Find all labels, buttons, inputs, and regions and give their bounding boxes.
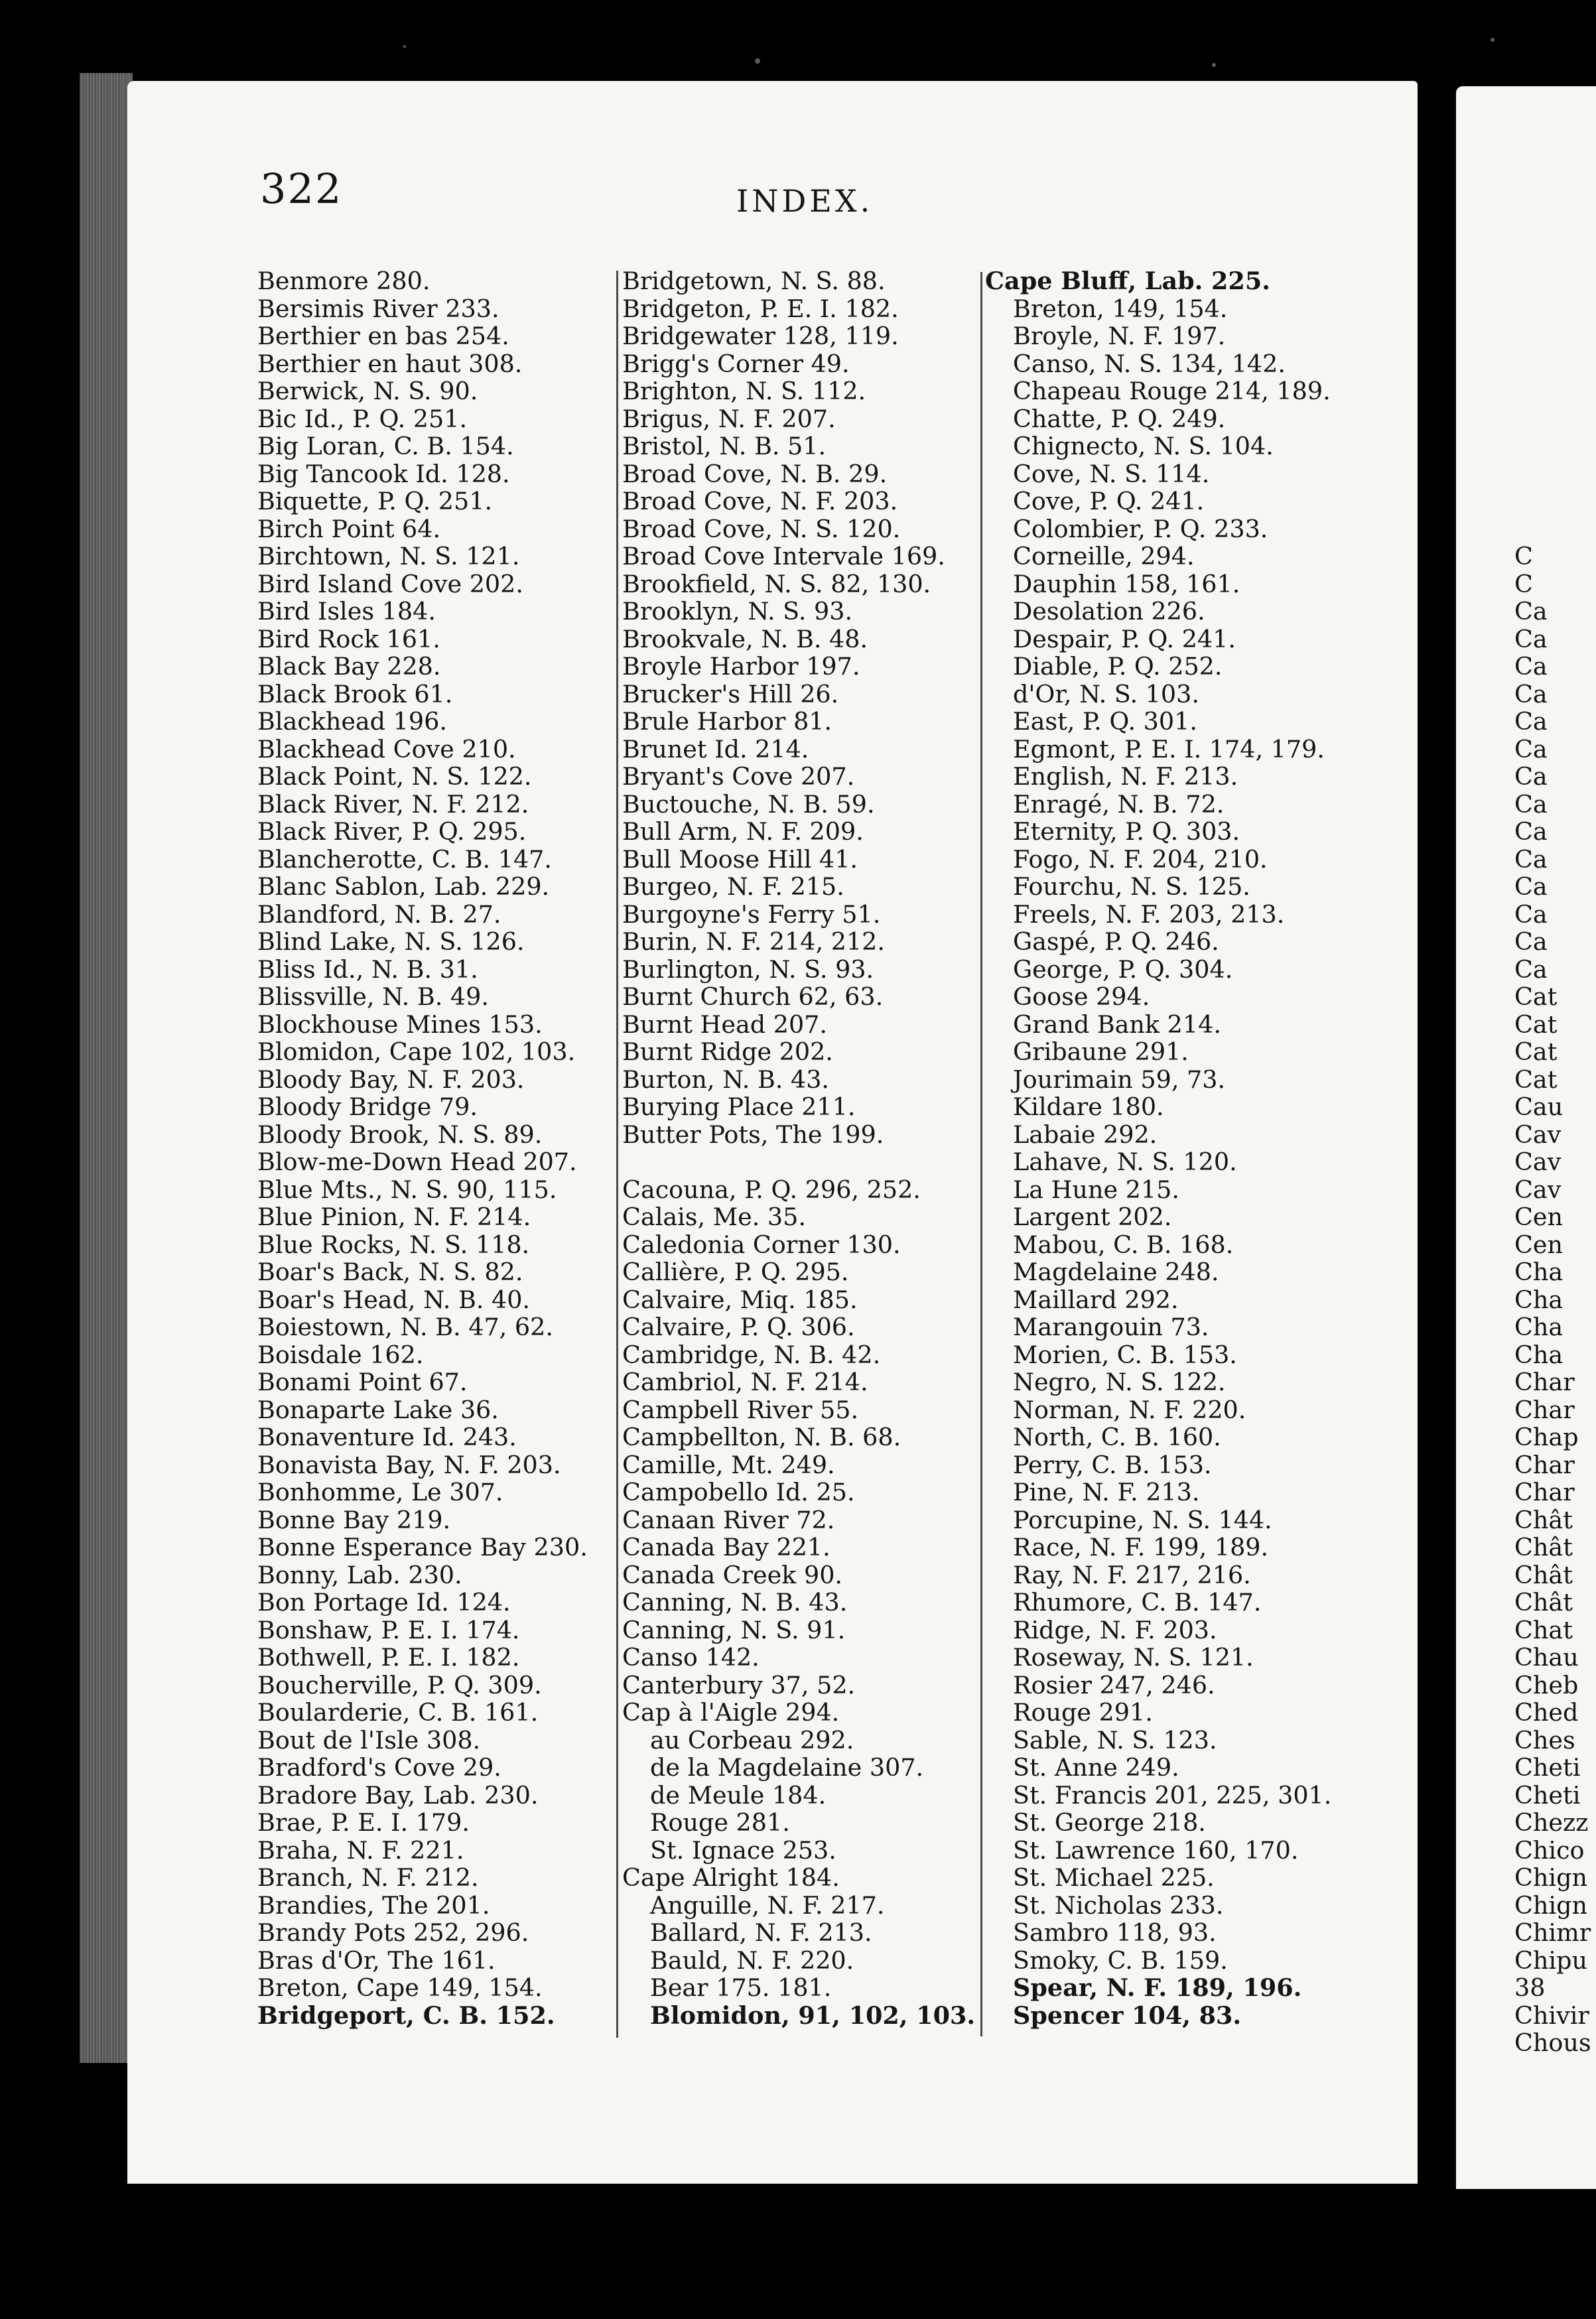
index-entry: George, P. Q. 304.	[1013, 955, 1233, 984]
index-entry: Bristol, N. B. 51.	[622, 432, 827, 460]
index-entry: Bonny, Lab. 230.	[257, 1560, 462, 1589]
index-entry: Corneille, 294.	[1013, 542, 1195, 570]
facing-page-fragment: C	[1514, 542, 1533, 570]
index-entry: Fourchu, N. S. 125.	[1013, 872, 1250, 901]
index-entry: Smoky, C. B. 159.	[1013, 1946, 1228, 1975]
index-entry: Freels, N. F. 203, 213.	[1013, 899, 1285, 929]
index-entry: Campobello Id. 25.	[622, 1478, 855, 1506]
facing-page-fragment: Chap	[1514, 1423, 1579, 1451]
index-entry: Campbellton, N. B. 68.	[622, 1423, 901, 1451]
index-entry: Broad Cove Intervale 169.	[622, 542, 945, 570]
index-column-2	[617, 267, 975, 2029]
index-entry: Bonaventure Id. 243.	[257, 1423, 517, 1451]
index-entry: Bridgeton, P. E. I. 182.	[622, 294, 899, 323]
facing-page-fragment: Cen	[1514, 1203, 1563, 1231]
index-entry: Burton, N. B. 43.	[622, 1065, 830, 1094]
index-entry: Brookfield, N. S. 82, 130.	[622, 569, 931, 598]
index-entry: Brae, P. E. I. 179.	[257, 1808, 470, 1837]
page-number: 322	[260, 165, 343, 213]
index-entry: Enragé, N. B. 72.	[1013, 789, 1225, 819]
index-entry: Boucherville, P. Q. 309.	[257, 1670, 542, 1699]
facing-page-fragment: Chât	[1514, 1505, 1573, 1534]
index-entry: Brunet Id. 214.	[622, 734, 809, 763]
index-entry: Callière, P. Q. 295.	[622, 1258, 849, 1286]
index-entry: Bull Arm, N. F. 209.	[622, 817, 864, 846]
index-entry: Porcupine, N. S. 144.	[1013, 1505, 1272, 1534]
facing-page-fragment: Cav	[1514, 1148, 1562, 1176]
facing-page-fragment: Ca	[1514, 872, 1548, 901]
index-entry: Burin, N. F. 214, 212.	[622, 927, 885, 956]
index-entry: Brandies, The 201.	[257, 1890, 490, 1920]
index-entry: Rouge 291.	[1013, 1698, 1153, 1727]
facing-page-fragment: Cav	[1514, 1120, 1562, 1149]
index-entry: Calvaire, P. Q. 306.	[622, 1313, 855, 1341]
facing-page-fragment: Chico	[1514, 1835, 1585, 1865]
index-entry: Bonne Bay 219.	[257, 1505, 451, 1534]
index-entry: Burnt Church 62, 63.	[622, 982, 884, 1011]
index-entry: Rosier 247, 246.	[1013, 1670, 1215, 1699]
facing-page-fragment: Chât	[1514, 1588, 1573, 1617]
index-entry: Labaie 292.	[1013, 1120, 1158, 1149]
index-entry: Rhumore, C. B. 147.	[1013, 1588, 1262, 1617]
facing-page-fragment: Cha	[1514, 1258, 1563, 1286]
facing-page-fragment: Cheti	[1514, 1780, 1581, 1810]
index-entry: Canso 142.	[622, 1643, 760, 1672]
index-entry: Largent 202.	[1013, 1203, 1172, 1231]
index-entry: Black Bay 228.	[257, 652, 441, 681]
facing-page-fragment: Ca	[1514, 817, 1548, 846]
index-entry: Berwick, N. S. 90.	[257, 377, 478, 405]
index-entry: Cove, P. Q. 241.	[1013, 487, 1205, 515]
index-entry: Blockhouse Mines 153.	[257, 1010, 543, 1039]
index-entry: Desolation 226.	[1013, 597, 1205, 626]
index-entry: Goose 294.	[1013, 982, 1150, 1011]
index-entry: Ballard, N. F. 213.	[650, 1918, 872, 1947]
facing-page-fragment: Ca	[1514, 707, 1548, 736]
facing-page-fragment: Ca	[1514, 899, 1548, 929]
index-entry: Brucker's Hill 26.	[622, 679, 839, 708]
index-entry: Norman, N. F. 220.	[1013, 1395, 1246, 1424]
index-entry: St. George 218.	[1013, 1808, 1206, 1837]
facing-page-fragment: Chipu	[1514, 1946, 1587, 1975]
index-entry: Blackhead 196.	[257, 707, 447, 736]
index-entry: Blomidon, Cape 102, 103.	[257, 1037, 576, 1066]
index-entry: Chatte, P. Q. 249.	[1013, 404, 1226, 433]
facing-page-fragment: Cat	[1514, 1065, 1558, 1094]
index-entry: Bras d'Or, The 161.	[257, 1946, 496, 1975]
index-entry: Lahave, N. S. 120.	[1013, 1148, 1237, 1176]
index-entry: Bloody Bridge 79.	[257, 1093, 478, 1121]
index-entry: Bloody Brook, N. S. 89.	[257, 1120, 543, 1149]
facing-page-fragment: Ca	[1514, 624, 1548, 653]
index-entry: Brigg's Corner 49.	[622, 349, 850, 378]
facing-page-fragment: Cen	[1514, 1230, 1563, 1259]
index-entry: Ray, N. F. 217, 216.	[1013, 1560, 1251, 1589]
index-entry: Canada Creek 90.	[622, 1560, 843, 1589]
index-entry: Breton, Cape 149, 154.	[257, 1973, 543, 2002]
index-entry: Fogo, N. F. 204, 210.	[1013, 844, 1268, 874]
facing-page-fragment: Char	[1514, 1450, 1575, 1479]
index-entry: East, P. Q. 301.	[1013, 707, 1197, 736]
index-entry: Bonami Point 67.	[257, 1368, 468, 1396]
facing-page-fragment: Ca	[1514, 955, 1548, 984]
index-entry: Jourimain 59, 73.	[1013, 1065, 1226, 1094]
index-entry: Ridge, N. F. 203.	[1013, 1615, 1217, 1644]
index-entry: Eternity, P. Q. 303.	[1013, 817, 1240, 846]
index-entry: Berthier en haut 308.	[257, 349, 523, 378]
index-entry: Bic Id., P. Q. 251.	[257, 404, 468, 433]
facing-page-fragment: Chezz	[1514, 1808, 1589, 1837]
facing-page-fragment: Ca	[1514, 597, 1548, 626]
index-entry: Canning, N. B. 43.	[622, 1588, 848, 1617]
index-entry: Butter Pots, The 199.	[622, 1120, 884, 1149]
index-entry: Brandy Pots 252, 296.	[257, 1918, 529, 1947]
facing-page-fragment: C	[1514, 569, 1533, 598]
facing-page-fragment: Chivir	[1514, 2001, 1589, 2030]
facing-page-fragment: Cat	[1514, 982, 1558, 1011]
index-entry: Bear 175. 181.	[650, 1973, 832, 2002]
index-column-1	[257, 267, 588, 2029]
index-entry: English, N. F. 213.	[1013, 762, 1238, 791]
facing-page-fragment: Cheti	[1514, 1753, 1581, 1782]
index-entry: Rouge 281.	[650, 1808, 790, 1837]
index-entry: Bothwell, P. E. I. 182.	[257, 1643, 520, 1672]
index-entry: Boisdale 162.	[257, 1340, 424, 1369]
index-entry: St. Nicholas 233.	[1013, 1890, 1224, 1920]
facing-page-fragment: Char	[1514, 1368, 1575, 1396]
index-entry: Birchtown, N. S. 121.	[257, 542, 520, 570]
index-entry: Brighton, N. S. 112.	[622, 377, 866, 405]
facing-page-fragment: Ca	[1514, 652, 1548, 681]
index-entry: Blue Mts., N. S. 90, 115.	[257, 1175, 557, 1204]
facing-page-fragment: Chat	[1514, 1615, 1573, 1644]
index-entry: Burgoyne's Ferry 51.	[622, 899, 881, 929]
index-entry: Bon Portage Id. 124.	[257, 1588, 511, 1617]
index-entry: Marangouin 73.	[1013, 1313, 1209, 1341]
index-entry: Chapeau Rouge 214, 189.	[1013, 377, 1331, 405]
index-entry: Burlington, N. S. 93.	[622, 955, 874, 984]
index-entry: Brigus, N. F. 207.	[622, 404, 836, 433]
facing-page-fragment: Chau	[1514, 1643, 1579, 1672]
index-entry: Roseway, N. S. 121.	[1013, 1643, 1254, 1672]
index-entry: Birch Point 64.	[257, 514, 441, 543]
index-entry: Bliss Id., N. B. 31.	[257, 955, 478, 984]
index-entry: Brookvale, N. B. 48.	[622, 624, 868, 653]
index-entry: Bird Island Cove 202.	[257, 569, 523, 598]
index-entry: Sable, N. S. 123.	[1013, 1725, 1217, 1755]
index-entry: Bonne Esperance Bay 230.	[257, 1533, 588, 1561]
index-entry: Spear, N. F. 189, 196.	[1013, 1973, 1302, 2002]
index-entry: de la Magdelaine 307.	[650, 1753, 924, 1782]
facing-page-fragment: Cau	[1514, 1093, 1563, 1121]
index-section-gap	[622, 1148, 975, 1176]
index-entry: Bridgewater 128, 119.	[622, 322, 899, 350]
index-entry: Braha, N. F. 221.	[257, 1835, 464, 1865]
index-entry: Bryant's Cove 207.	[622, 762, 855, 791]
index-entry: Brule Harbor 81.	[622, 707, 832, 736]
index-entry: Anguille, N. F. 217.	[650, 1890, 885, 1920]
index-entry: Canning, N. S. 91.	[622, 1615, 846, 1644]
index-entry: Sambro 118, 93.	[1013, 1918, 1217, 1947]
index-entry: Blind Lake, N. S. 126.	[257, 927, 525, 956]
index-entry: Race, N. F. 199, 189.	[1013, 1533, 1269, 1561]
index-entry: au Corbeau 292.	[650, 1725, 854, 1755]
index-entry: Gaspé, P. Q. 246.	[1013, 927, 1219, 956]
index-entry: Calais, Me. 35.	[622, 1203, 806, 1231]
index-entry: Buctouche, N. B. 59.	[622, 789, 875, 819]
facing-page-fragment: Chous	[1514, 2028, 1591, 2057]
facing-page-fragment: Ca	[1514, 734, 1548, 763]
index-entry: Magdelaine 248.	[1013, 1258, 1219, 1286]
index-entry: Canso, N. S. 134, 142.	[1013, 349, 1286, 378]
index-entry: Berthier en bas 254.	[257, 322, 509, 350]
index-entry: Big Tancook Id. 128.	[257, 459, 510, 488]
index-entry: Brooklyn, N. S. 93.	[622, 597, 853, 626]
index-entry: Dauphin 158, 161.	[1013, 569, 1240, 598]
index-entry: Blow-me-Down Head 207.	[257, 1148, 577, 1176]
facing-page-fragment: Chign	[1514, 1863, 1587, 1892]
facing-page-fragment: 38	[1514, 1973, 1546, 2002]
index-entry: Broyle, N. F. 197.	[1013, 322, 1226, 350]
index-entry: St. Lawrence 160, 170.	[1013, 1835, 1299, 1865]
index-entry: Bird Isles 184.	[257, 597, 436, 626]
facing-page-fragment: Ca	[1514, 762, 1548, 791]
index-entry: Broyle Harbor 197.	[622, 652, 860, 681]
index-entry: Blue Rocks, N. S. 118.	[257, 1230, 530, 1259]
facing-page-fragment: Cat	[1514, 1037, 1558, 1066]
index-entry: Bridgetown, N. S. 88.	[622, 267, 886, 295]
index-entry: St. Anne 249.	[1013, 1753, 1179, 1782]
index-entry: Camille, Mt. 249.	[622, 1450, 835, 1479]
facing-page-fragment: Ca	[1514, 927, 1548, 956]
index-entry: St. Michael 225.	[1013, 1863, 1215, 1892]
facing-page-fragment: Char	[1514, 1395, 1575, 1424]
book-gutter	[80, 73, 133, 2063]
index-entry: Diable, P. Q. 252.	[1013, 652, 1223, 681]
index-entry: Bout de l'Isle 308.	[257, 1725, 481, 1755]
facing-page-fragments	[1514, 543, 1591, 2057]
index-entry: Boularderie, C. B. 161.	[257, 1698, 539, 1727]
index-entry: Cap à l'Aigle 294.	[622, 1698, 840, 1727]
index-entry: Campbell River 55.	[622, 1395, 859, 1424]
facing-page-fragment: Cheb	[1514, 1670, 1579, 1699]
index-entry: Bersimis River 233.	[257, 294, 499, 323]
index-entry: Grand Bank 214.	[1013, 1010, 1221, 1039]
index-entry: Black River, N. F. 212.	[257, 789, 529, 819]
index-column-3	[980, 267, 1331, 2029]
index-entry: La Hune 215.	[1013, 1175, 1179, 1204]
index-entry: Mabou, C. B. 168.	[1013, 1230, 1234, 1259]
index-entry: Bloody Bay, N. F. 203.	[257, 1065, 525, 1094]
index-entry: Canaan River 72.	[622, 1505, 835, 1534]
index-entry: de Meule 184.	[650, 1780, 827, 1810]
index-entry: Black River, P. Q. 295.	[257, 817, 527, 846]
facing-page-fragment: Chimr	[1514, 1918, 1591, 1947]
index-entry: Despair, P. Q. 241.	[1013, 624, 1236, 653]
index-entry: Blue Pinion, N. F. 214.	[257, 1203, 531, 1231]
index-entry: Canada Bay 221.	[622, 1533, 831, 1561]
index-entry: Burgeo, N. F. 215.	[622, 872, 844, 901]
index-entry: Blissville, N. B. 49.	[257, 982, 489, 1011]
index-entry: Black Point, N. S. 122.	[257, 762, 532, 791]
index-entry: Bird Rock 161.	[257, 624, 440, 653]
index-entry: Bonaparte Lake 36.	[257, 1395, 499, 1424]
index-entry: d'Or, N. S. 103.	[1013, 679, 1199, 708]
facing-page-fragment: Cha	[1514, 1340, 1563, 1369]
index-entry: Negro, N. S. 122.	[1013, 1368, 1226, 1396]
index-entry: Bradford's Cove 29.	[257, 1753, 501, 1782]
index-entry: Branch, N. F. 212.	[257, 1863, 479, 1892]
index-entry: Colombier, P. Q. 233.	[1013, 514, 1268, 543]
index-entry: Blanc Sablon, Lab. 229.	[257, 872, 550, 901]
index-entry: Burnt Head 207.	[622, 1010, 827, 1039]
facing-page-fragment: Ca	[1514, 679, 1548, 708]
index-entry: Cape Bluff, Lab. 225.	[985, 267, 1270, 295]
index-entry: Calvaire, Miq. 185.	[622, 1285, 858, 1314]
index-entry: Bauld, N. F. 220.	[650, 1946, 854, 1975]
index-entry: Black Brook 61.	[257, 679, 453, 708]
facing-page-fragment: Ca	[1514, 844, 1548, 874]
index-entry: Broad Cove, N. S. 120.	[622, 514, 901, 543]
facing-page-fragment: Ca	[1514, 789, 1548, 819]
index-entry: Boiestown, N. B. 47, 62.	[257, 1313, 553, 1341]
index-entry: Bonhomme, Le 307.	[257, 1478, 503, 1506]
facing-page-fragment: Ched	[1514, 1698, 1579, 1727]
index-entry: Burnt Ridge 202.	[622, 1037, 833, 1066]
index-entry: Cacouna, P. Q. 296, 252.	[622, 1175, 921, 1204]
index-entry: North, C. B. 160.	[1013, 1423, 1221, 1451]
facing-page-fragment: Chign	[1514, 1890, 1587, 1920]
index-entry: Boar's Head, N. B. 40.	[257, 1285, 531, 1314]
index-entry: Breton, 149, 154.	[1013, 294, 1228, 323]
index-entry: Morien, C. B. 153.	[1013, 1340, 1237, 1369]
index-entry: Perry, C. B. 153.	[1013, 1450, 1212, 1479]
facing-page-fragment: Cha	[1514, 1313, 1563, 1341]
index-entry: Canterbury 37, 52.	[622, 1670, 856, 1699]
index-entry: Cambridge, N. B. 42.	[622, 1340, 881, 1369]
index-entry: Cove, N. S. 114.	[1013, 459, 1210, 488]
index-entry: Kildare 180.	[1013, 1093, 1164, 1121]
index-entry: Caledonia Corner 130.	[622, 1230, 901, 1259]
index-entry: Cambriol, N. F. 214.	[622, 1368, 868, 1396]
index-entry: Burying Place 211.	[622, 1093, 856, 1121]
facing-page-fragment: Cha	[1514, 1285, 1563, 1314]
facing-page-fragment: Chât	[1514, 1533, 1573, 1561]
index-entry: Big Loran, C. B. 154.	[257, 432, 514, 460]
index-entry: Blomidon, 91, 102, 103.	[650, 2001, 976, 2030]
index-entry: Boar's Back, N. S. 82.	[257, 1258, 523, 1286]
index-entry: St. Ignace 253.	[650, 1835, 836, 1865]
index-entry: Bridgeport, C. B. 152.	[257, 2001, 555, 2030]
facing-page-fragment: Cav	[1514, 1175, 1562, 1204]
index-entry: Chignecto, N. S. 104.	[1013, 432, 1274, 460]
index-entry: Bonavista Bay, N. F. 203.	[257, 1450, 561, 1479]
index-entry: Broad Cove, N. F. 203.	[622, 487, 898, 515]
facing-page-fragment: Chât	[1514, 1560, 1573, 1589]
index-entry: Benmore 280.	[257, 267, 431, 295]
running-head: INDEX.	[736, 183, 874, 219]
index-entry: Maillard 292.	[1013, 1285, 1179, 1314]
index-entry: Egmont, P. E. I. 174, 179.	[1013, 734, 1325, 763]
facing-page-fragment: Cat	[1514, 1010, 1558, 1039]
index-entry: Pine, N. F. 213.	[1013, 1478, 1200, 1506]
facing-page-fragment: Ches	[1514, 1725, 1575, 1755]
index-entry: Bradore Bay, Lab. 230.	[257, 1780, 539, 1810]
index-entry: Bonshaw, P. E. I. 174.	[257, 1615, 520, 1644]
index-entry: Blandford, N. B. 27.	[257, 899, 501, 929]
index-entry: St. Francis 201, 225, 301.	[1013, 1780, 1332, 1810]
index-entry: Blancherotte, C. B. 147.	[257, 844, 553, 874]
index-entry: Broad Cove, N. B. 29.	[622, 459, 888, 488]
facing-page-fragment: Char	[1514, 1478, 1575, 1506]
index-entry: Bull Moose Hill 41.	[622, 844, 858, 874]
index-entry: Spencer 104, 83.	[1013, 2001, 1242, 2030]
index-entry: Blackhead Cove 210.	[257, 734, 516, 763]
index-entry: Gribaune 291.	[1013, 1037, 1189, 1066]
index-entry: Cape Alright 184.	[622, 1863, 840, 1892]
index-entry: Biquette, P. Q. 251.	[257, 487, 493, 515]
